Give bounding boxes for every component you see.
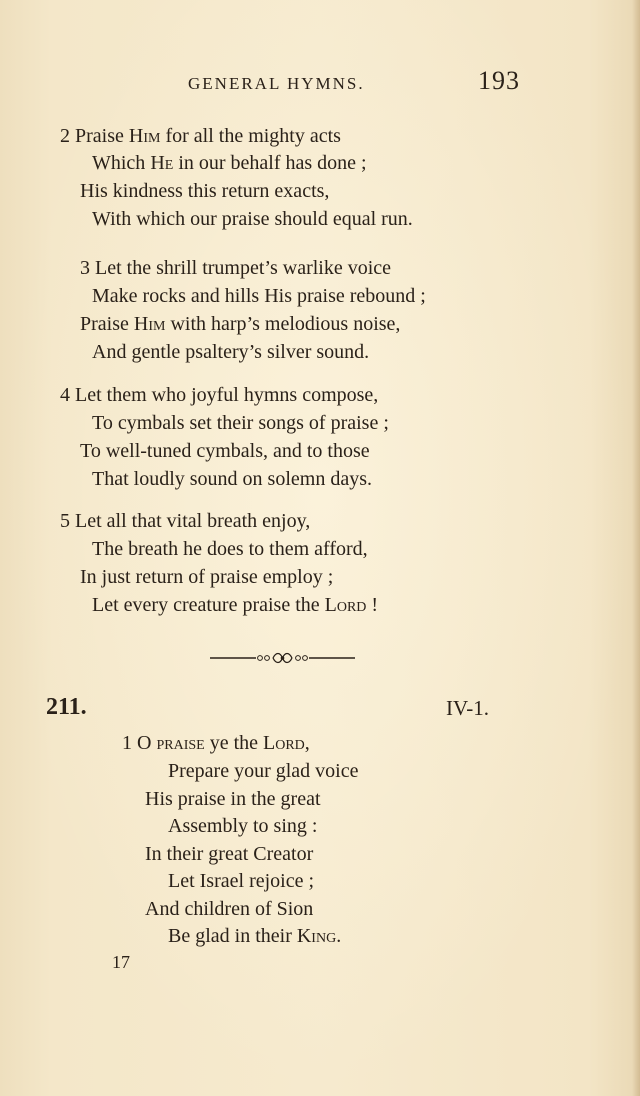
line-text: ye the: [204, 732, 263, 754]
running-title: GENERAL HYMNS.: [188, 74, 365, 93]
line-text: with harp’s melodious noise,: [165, 313, 401, 335]
stanza-5-line-4: [92, 595, 378, 615]
stanza-5-line-2: The breath he does to them afford,: [92, 538, 368, 560]
line-text: .: [336, 925, 342, 947]
divine-name: He: [150, 152, 174, 174]
small-caps-word: praise: [156, 732, 205, 754]
page-number: 193: [478, 66, 520, 95]
ornament-divider: [210, 649, 355, 667]
stanza-4-line-2: To cymbals set their songs of praise ;: [92, 412, 389, 434]
hymn-211-line-1: [122, 733, 310, 753]
stanza-4-line-4: That loudly sound on solemn days.: [92, 468, 372, 490]
stanza-2-line-1: [60, 126, 341, 146]
hymn-number: 211.: [46, 694, 87, 720]
hymn-211-line-5: In their great Creator: [145, 843, 314, 865]
stanza-4-line-3: To well-tuned cymbals, and to those: [80, 440, 370, 462]
stanza-3-line-3: [80, 314, 400, 334]
stanza-2-line-3: His kindness this return exacts,: [80, 180, 330, 202]
line-text: Praise: [75, 125, 129, 147]
line-text: Let the shrill trumpet’s warlike voice: [95, 257, 392, 279]
line-text: for all the mighty acts: [160, 125, 341, 147]
line-text: ,: [304, 732, 310, 754]
divine-name: King: [296, 925, 337, 947]
hymn-211-line-2: Prepare your glad voice: [168, 760, 359, 782]
line-text: Which: [92, 152, 151, 174]
hymn-meter: IV-1.: [446, 696, 489, 720]
line-text: !: [366, 594, 379, 616]
hymn-211-line-4: Assembly to sing :: [168, 815, 318, 837]
divine-name: Him: [128, 125, 161, 147]
stanza-number: 4: [60, 384, 70, 406]
stanza-2-line-2: [92, 153, 367, 173]
line-text: Be glad in their: [168, 925, 297, 947]
line-text: Praise: [80, 313, 134, 335]
stanza-number: 5: [60, 510, 70, 532]
divine-name: Lord: [324, 594, 367, 616]
line-text: Let every creature praise the: [92, 594, 325, 616]
stanza-number: 1: [122, 732, 132, 754]
hymn-211-line-6: Let Israel rejoice ;: [168, 870, 315, 892]
page-edge-shadow: [632, 0, 640, 1096]
hymn-211-line-8: [168, 926, 341, 946]
divine-name: Lord: [263, 732, 305, 754]
stanza-3-line-1: [80, 258, 391, 278]
stanza-3-line-4: And gentle psaltery’s silver sound.: [92, 341, 370, 363]
stanza-5-line-3: In just return of praise employ ;: [80, 566, 334, 588]
stanza-number: 2: [60, 125, 70, 147]
stanza-number: 3: [80, 257, 90, 279]
line-text: Let all that vital breath enjoy,: [75, 510, 311, 532]
signature-mark: 17: [112, 952, 130, 972]
stanza-3-line-2: Make rocks and hills His praise rebound ;: [92, 285, 426, 307]
divine-name: Him: [133, 313, 166, 335]
line-text: Let them who joyful hymns compose,: [75, 384, 379, 406]
stanza-2-line-4: With which our praise should equal run.: [92, 208, 413, 230]
line-text: in our behalf has done ;: [173, 152, 367, 174]
line-text: O: [137, 732, 157, 754]
hymn-211-line-7: And children of Sion: [145, 898, 314, 920]
stanza-4-line-1: [60, 385, 378, 405]
hymn-211-line-3: His praise in the great: [145, 788, 321, 810]
stanza-5-line-1: [60, 511, 310, 531]
